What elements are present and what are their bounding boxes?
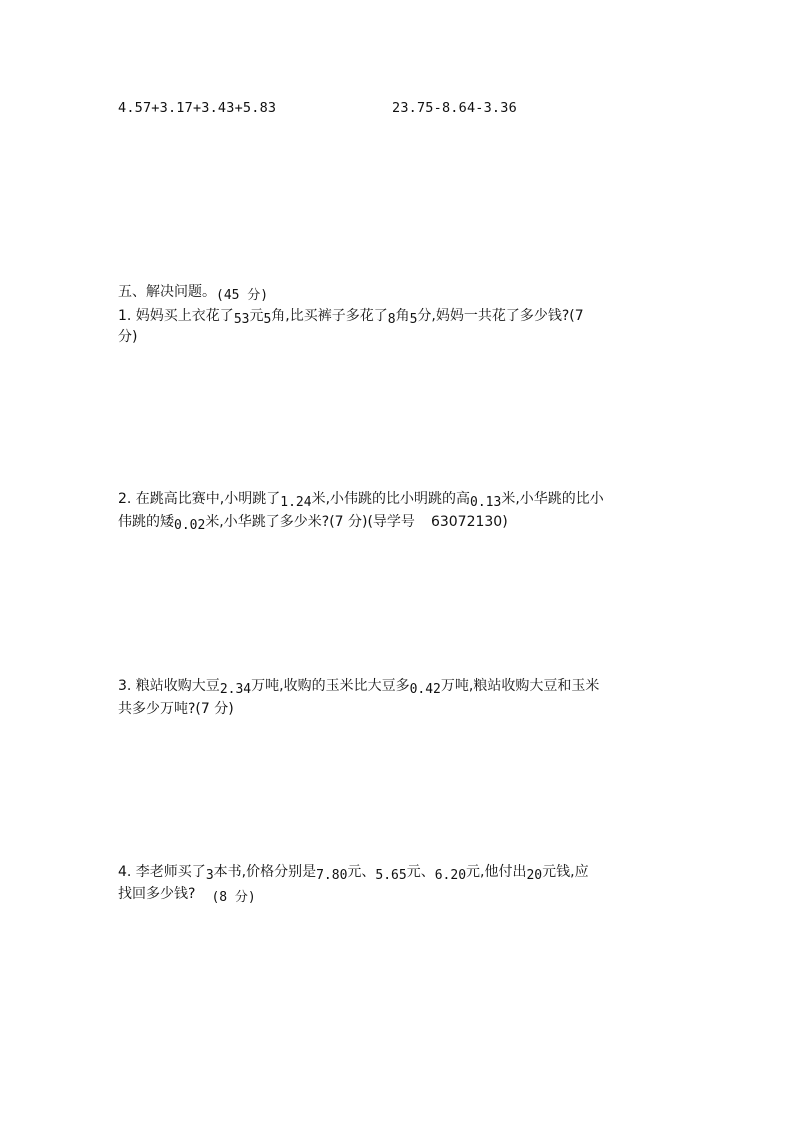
- problem-4-text: 4. 李老师买了: [118, 864, 206, 880]
- problem-3-text: 3. 粮站收购大豆: [118, 678, 220, 694]
- problem-4-amount: 6.20: [434, 868, 467, 883]
- problem-3-text: 万吨,粮站收购大豆和玉米: [440, 678, 600, 694]
- problem-4-amount: 3: [205, 868, 214, 883]
- problem-3-line-1: [118, 676, 599, 696]
- problem-4-line-2: [118, 884, 256, 904]
- problem-2-text: 米,小华跳的比小: [501, 491, 604, 507]
- problem-2-line-1: [118, 489, 604, 509]
- problem-3-line-2: 共多少万吨?(7 分): [118, 701, 234, 717]
- problem-3-amount: 2.34: [219, 682, 252, 697]
- problem-4-text: 元、: [347, 864, 376, 880]
- problem-4-amount: 7.80: [316, 868, 348, 883]
- problem-4-text: 元、: [406, 864, 435, 880]
- problem-4-points: (8 分): [211, 890, 256, 905]
- problem-3-text: 万吨,收购的玉米比大豆多: [251, 678, 410, 694]
- problem-2-line-2: [118, 512, 508, 532]
- problem-1-text: 角: [395, 308, 410, 324]
- problem-1-amount: 5: [263, 312, 272, 327]
- problem-1-text: 1. 妈妈买上衣花了: [118, 308, 234, 324]
- problem-1-line-2: 分): [118, 329, 138, 345]
- problem-2-amount: 0.13: [470, 495, 502, 510]
- problem-2-guide-number: 63072130): [430, 514, 508, 530]
- problem-1-text: 角,比买裤子多花了: [271, 308, 388, 324]
- section-points: (45 分): [216, 288, 269, 303]
- problem-1-text: 分,妈妈一共花了多少钱?(7: [417, 308, 584, 324]
- problem-2-amount: 1.24: [280, 495, 312, 510]
- problem-2-text: 米,小伟跳的比小明跳的高: [311, 491, 471, 507]
- problem-1-amount: 53: [233, 312, 250, 327]
- problem-4-text: 元,他付出: [466, 864, 527, 880]
- problem-1-amount: 5: [409, 312, 418, 327]
- problem-4-line-1: [118, 862, 589, 882]
- section-title: 五、解决问题。: [118, 284, 216, 300]
- problem-4-amount: 20: [526, 868, 543, 883]
- expression-1: 4.57+3.17+3.43+5.83: [118, 100, 277, 116]
- problem-2-text: 伟跳的矮: [118, 514, 174, 530]
- problem-1-line-1: [118, 306, 584, 326]
- section-heading: [118, 282, 268, 302]
- problem-2-text: 米,小华跳了多少米?(7 分)(导学号: [205, 514, 415, 530]
- problem-4-text: 元钱,应: [542, 864, 589, 880]
- problem-4-text: 本书,价格分别是: [213, 864, 317, 880]
- problem-3-amount: 0.42: [409, 682, 441, 697]
- problem-2-text: 2. 在跳高比赛中,小明跳了: [118, 491, 281, 507]
- problem-4-amount: 5.65: [375, 868, 407, 883]
- problem-1-text: 元: [249, 308, 264, 324]
- problem-1-amount: 8: [387, 312, 396, 327]
- problem-2-amount: 0.02: [174, 518, 206, 533]
- problem-4-text: 找回多少钱?: [118, 886, 196, 902]
- expression-2: 23.75-8.64-3.36: [392, 100, 517, 116]
